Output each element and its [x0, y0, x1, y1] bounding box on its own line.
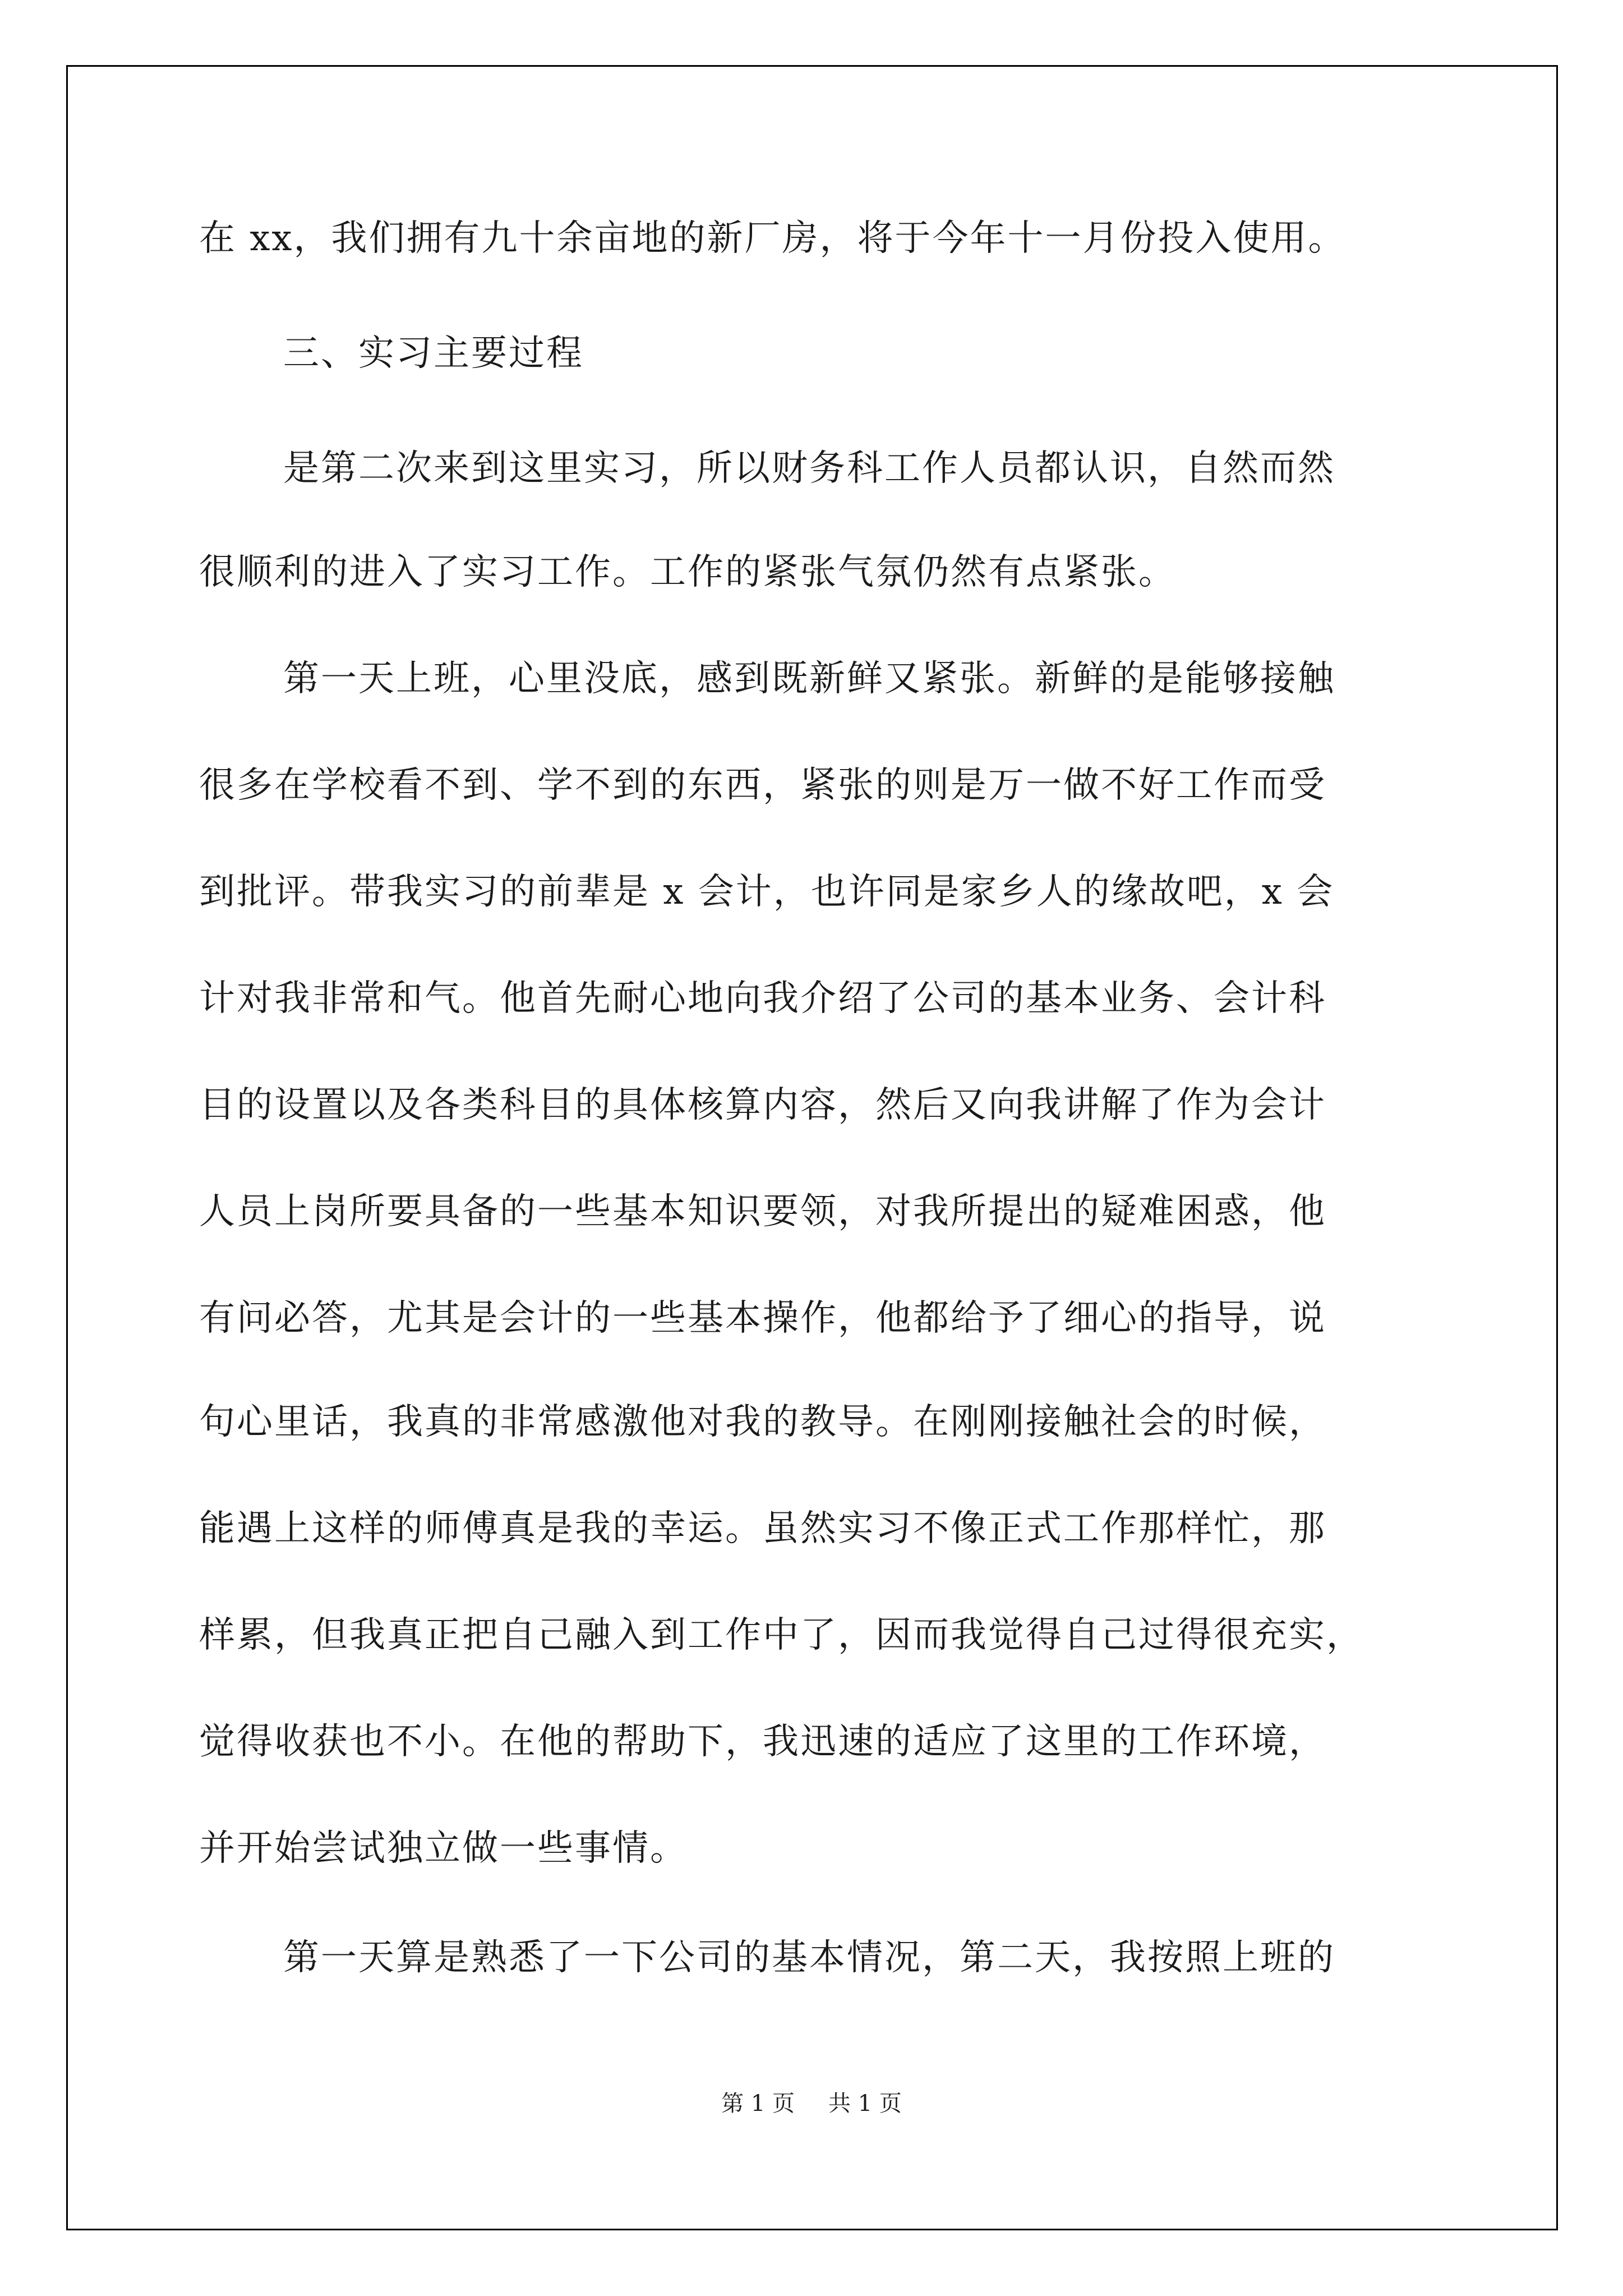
- text-line: 在 xx，我们拥有九十余亩地的新厂房，将于今年十一月份投入使用。: [199, 218, 1346, 259]
- text-line: 目的设置以及各类科目的具体核算内容，然后又向我讲解了作为会计: [199, 1084, 1326, 1126]
- text-line: 人员上岗所要具备的一些基本知识要领，对我所提出的疑难困惑，他: [199, 1191, 1326, 1232]
- text-line: 是第二次来到这里实习，所以财务科工作人员都认识，自然而然: [283, 448, 1335, 489]
- text-line: 并开始尝试独立做一些事情。: [199, 1828, 688, 1869]
- text-line: 觉得收获也不小。在他的帮助下，我迅速的适应了这里的工作环境，: [199, 1721, 1326, 1763]
- text-line: 能遇上这样的师傅真是我的幸运。虽然实习不像正式工作那样忙，那: [199, 1508, 1326, 1549]
- page-total: 共 1 页: [828, 2091, 902, 2116]
- section-heading: 三、实习主要过程: [283, 333, 584, 374]
- text-line: 样累，但我真正把自己融入到工作中了，因而我觉得自己过得很充实，: [199, 1614, 1364, 1656]
- page-footer: [0, 2087, 1623, 2120]
- text-line: 第一天上班，心里没底，感到既新鲜又紧张。新鲜的是能够接触: [283, 658, 1335, 700]
- text-line: 很多在学校看不到、学不到的东西，紧张的则是万一做不好工作而受: [199, 765, 1326, 806]
- text-line: 到批评。带我实习的前辈是 x 会计，也许同是家乡人的缘故吧，x 会: [199, 871, 1335, 913]
- text-line: 句心里话，我真的非常感激他对我的教导。在刚刚接触社会的时候，: [199, 1401, 1326, 1443]
- text-line: 很顺利的进入了实习工作。工作的紧张气氛仍然有点紧张。: [199, 551, 1176, 593]
- text-line: 第一天算是熟悉了一下公司的基本情况，第二天，我按照上班的: [283, 1937, 1335, 1978]
- text-line: 有问必答，尤其是会计的一些基本操作，他都给予了细心的指导，说: [199, 1297, 1326, 1339]
- page-border: [66, 65, 1558, 2230]
- text-line: 计对我非常和气。他首先耐心地向我介绍了公司的基本业务、会计科: [199, 978, 1326, 1019]
- page-number: 第 1 页: [721, 2091, 795, 2116]
